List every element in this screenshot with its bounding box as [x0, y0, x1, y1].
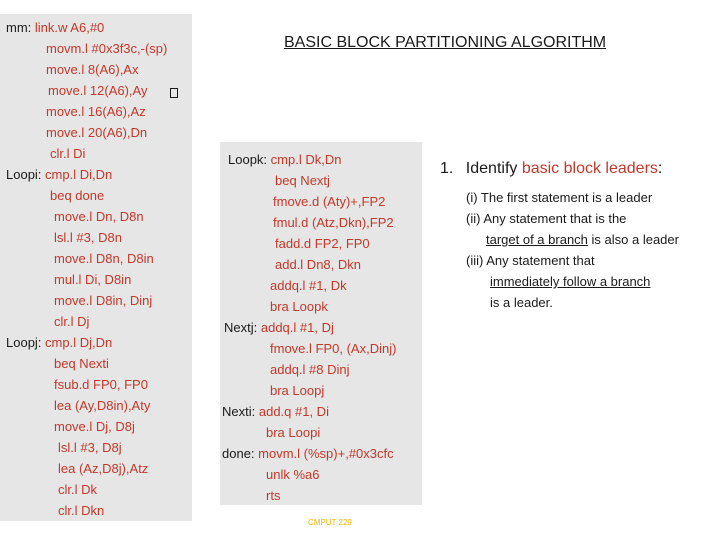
code-instruction: addq.l #8 Dinj [270, 362, 350, 377]
mid-code-line [222, 404, 329, 419]
heading-colon: : [657, 160, 663, 177]
missing-glyph-icon [170, 88, 178, 98]
rule-i: (i) The first statement is a leader [466, 190, 653, 205]
code-instruction: fadd.d FP2, FP0 [275, 236, 370, 251]
code-instruction: fmove.d (Aty)+,FP2 [273, 194, 386, 209]
code-instruction: movm.l (%sp)+,#0x3cfc [258, 446, 394, 461]
heading-highlight: basic block leaders [521, 160, 658, 177]
code-instruction: move.l 8(A6),Ax [46, 62, 139, 77]
left-code-line [54, 293, 152, 308]
code-instruction: move.l 20(A6),Dn [46, 125, 148, 140]
code-instruction: clr.l Dk [58, 482, 97, 497]
left-code-line [54, 398, 150, 413]
rule-ii-line2 [486, 232, 679, 247]
rule-iii-line2 [490, 274, 650, 289]
mid-code-line [266, 488, 280, 503]
mid-code-line [270, 278, 347, 293]
mid-code-line [266, 467, 319, 482]
code-instruction: fmul.d (Atz,Dkn),FP2 [273, 215, 394, 230]
code-instruction: cmp.l Di,Dn [45, 167, 113, 182]
code-instruction: clr.l Dj [54, 314, 90, 329]
left-code-line [54, 251, 154, 266]
code-instruction: bra Loopj [270, 383, 325, 398]
code-instruction: unlk %a6 [266, 467, 320, 482]
code-instruction: addq.l #1, Dk [270, 278, 347, 293]
left-code-line [46, 125, 147, 140]
code-instruction: clr.l Dkn [58, 503, 105, 518]
code-instruction: move.l Dj, D8j [54, 419, 135, 434]
code-instruction: lea (Ay,D8in),Aty [54, 398, 151, 413]
left-code-line [6, 335, 112, 350]
left-code-line [54, 314, 89, 329]
left-code-line [46, 41, 167, 56]
left-code-line [46, 62, 138, 77]
left-code-line [46, 104, 146, 119]
rule-iii-line1: (iii) Any statement that [466, 253, 595, 268]
left-code-line [58, 440, 122, 455]
code-label: Loopj: [6, 335, 42, 350]
footer-course: CMPUT 229 [308, 518, 352, 527]
left-code-line [54, 209, 144, 224]
code-instruction: move.l D8in, Dinj [54, 293, 153, 308]
code-instruction: beq Nexti [54, 356, 109, 371]
code-instruction: move.l 12(A6),Ay [48, 83, 148, 98]
left-code-line [54, 377, 148, 392]
code-instruction: movm.l #0x3f3c,-(sp) [46, 41, 168, 56]
left-code-line [58, 482, 97, 497]
code-instruction: beq done [50, 188, 105, 203]
rule-iii-line3: is a leader. [490, 295, 553, 310]
heading-text: Identify [465, 160, 522, 177]
left-code-line [6, 167, 112, 182]
left-code-line [54, 356, 109, 371]
mid-code-line [270, 362, 350, 377]
left-code-line [58, 461, 148, 476]
code-instruction: cmp.l Dk,Dn [270, 152, 342, 167]
code-label: Nexti: [222, 404, 256, 419]
left-code-line [58, 503, 104, 518]
slide-title: BASIC BLOCK PARTITIONING ALGORITHM [284, 34, 607, 51]
rule-iii-underlined: immediately follow a branch [490, 274, 651, 289]
code-instruction: beq Nextj [275, 173, 330, 188]
mid-code-line [222, 446, 394, 461]
mid-code-line [228, 152, 341, 167]
code-instruction: link.w A6,#0 [34, 20, 105, 35]
left-code-line [54, 230, 122, 245]
code-label: done: [222, 446, 255, 461]
mid-code-line [275, 257, 361, 272]
code-instruction: addq.l #1, Dj [260, 320, 334, 335]
code-instruction: clr.l Di [50, 146, 86, 161]
mid-code-line [273, 215, 394, 230]
mid-code-line [275, 236, 370, 251]
rule-ii-line1: (ii) Any statement that is the [466, 211, 627, 226]
mid-code-line [270, 299, 328, 314]
mid-code-line [270, 341, 396, 356]
code-instruction: lea (Az,D8j),Atz [58, 461, 149, 476]
code-instruction: add.l Dn8, Dkn [275, 257, 361, 272]
code-instruction: fsub.d FP0, FP0 [54, 377, 148, 392]
left-code-line [54, 272, 131, 287]
mid-code-line [275, 173, 330, 188]
mid-code-line [270, 383, 324, 398]
code-instruction: rts [266, 488, 281, 503]
section-heading [440, 160, 662, 178]
code-label: Loopk: [228, 152, 268, 167]
left-code-line [48, 83, 147, 98]
left-code-line [54, 419, 135, 434]
code-instruction: move.l 16(A6),Az [46, 104, 146, 119]
heading-number: 1. [440, 160, 454, 177]
left-code-line [50, 146, 85, 161]
mid-code-line [224, 320, 334, 335]
left-code-line [6, 20, 104, 35]
code-instruction: mul.l Di, D8in [54, 272, 132, 287]
code-instruction: add.q #1, Di [258, 404, 329, 419]
code-instruction: fmove.l FP0, (Ax,Dinj) [270, 341, 397, 356]
code-instruction: cmp.l Dj,Dn [45, 335, 113, 350]
code-label: mm: [6, 20, 32, 35]
code-label: Nextj: [224, 320, 258, 335]
mid-code-line [266, 425, 320, 440]
code-instruction: lsl.l #3, D8n [54, 230, 122, 245]
code-instruction: bra Loopk [270, 299, 328, 314]
code-instruction: bra Loopi [266, 425, 321, 440]
code-instruction: lsl.l #3, D8j [58, 440, 122, 455]
left-code-line [50, 188, 104, 203]
rule-ii-underlined: target of a branch [486, 232, 588, 247]
code-label: Loopi: [6, 167, 42, 182]
mid-code-line [273, 194, 385, 209]
rule-ii-rest: is also a leader [587, 232, 679, 247]
code-instruction: move.l D8n, D8in [54, 251, 154, 266]
code-instruction: move.l Dn, D8n [54, 209, 144, 224]
